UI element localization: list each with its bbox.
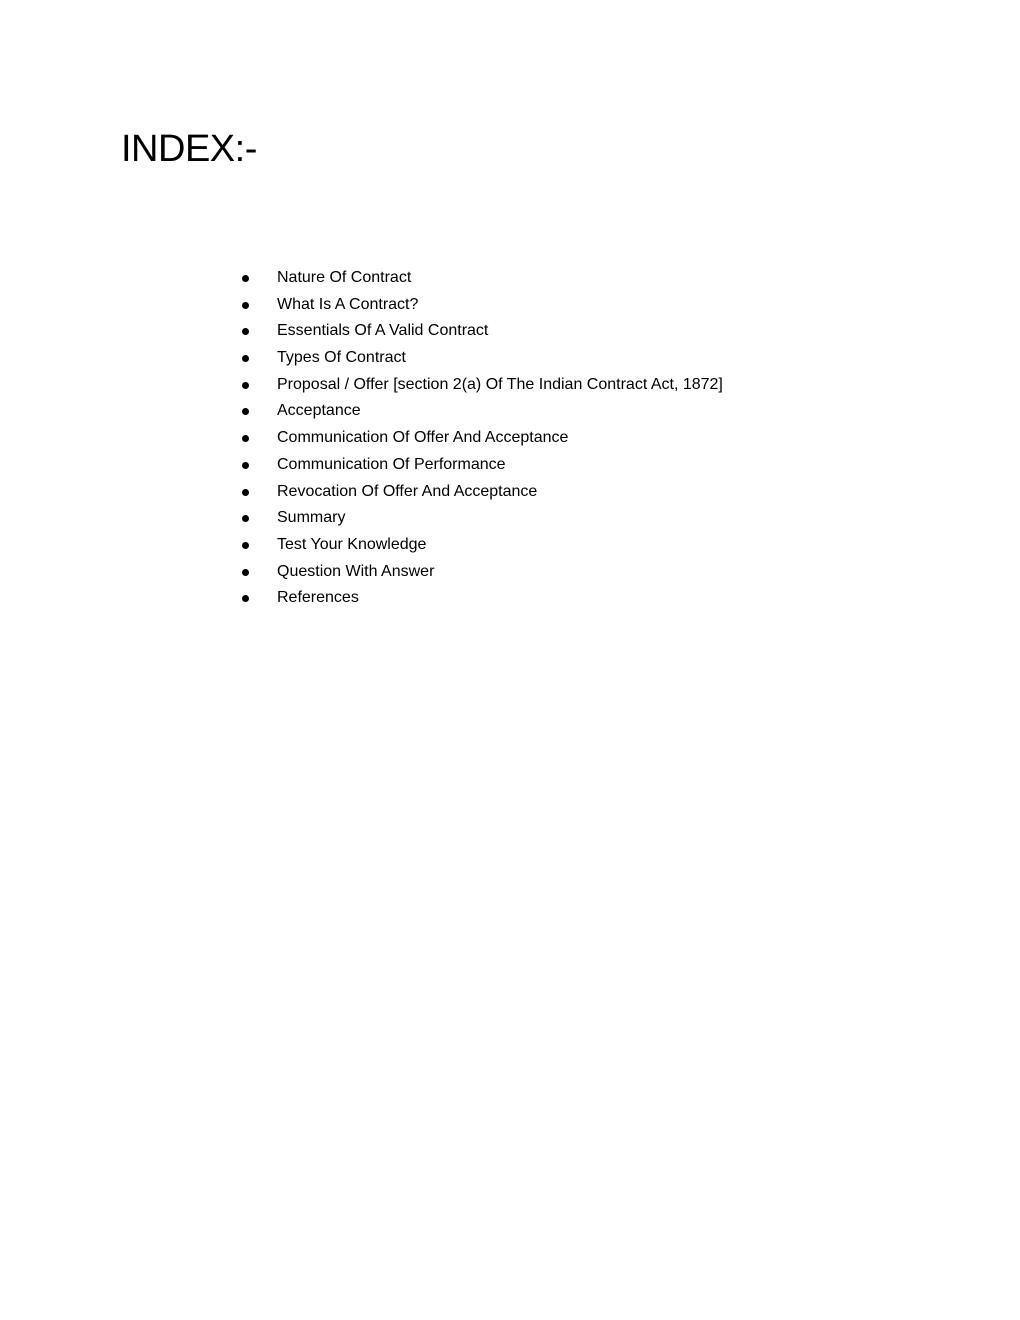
list-item-label: Essentials Of A Valid Contract	[277, 322, 489, 340]
page-title: INDEX:-	[121, 128, 257, 170]
bullet-icon	[242, 515, 249, 522]
list-item-label: References	[277, 589, 359, 607]
bullet-icon	[242, 275, 249, 282]
bullet-icon	[242, 382, 249, 389]
bullet-icon	[242, 569, 249, 576]
list-item-label: Revocation Of Offer And Acceptance	[277, 482, 538, 500]
list-item-label: What Is A Contract?	[277, 295, 419, 313]
list-item-label: Communication Of Offer And Acceptance	[277, 429, 569, 447]
bullet-icon	[242, 435, 249, 442]
list-item-label: Test Your Knowledge	[277, 535, 427, 553]
list-item-label: Question With Answer	[277, 562, 435, 580]
bullet-icon	[242, 595, 249, 602]
bullet-icon	[242, 302, 249, 309]
list-item-label: Communication Of Performance	[277, 455, 506, 473]
bullet-icon	[242, 489, 249, 496]
bullet-icon	[242, 328, 249, 335]
bullet-icon	[242, 462, 249, 469]
list-item-label: Summary	[277, 509, 346, 527]
list-item-label: Types Of Contract	[277, 349, 406, 367]
list-item-label: Acceptance	[277, 402, 361, 420]
list-item-label: Nature Of Contract	[277, 269, 412, 286]
bullet-icon	[242, 408, 249, 415]
list-item-label: Proposal / Offer [section 2(a) Of The Indian Contract Act, 1872]	[277, 375, 723, 393]
bullet-icon	[242, 355, 249, 362]
bullet-icon	[242, 542, 249, 549]
